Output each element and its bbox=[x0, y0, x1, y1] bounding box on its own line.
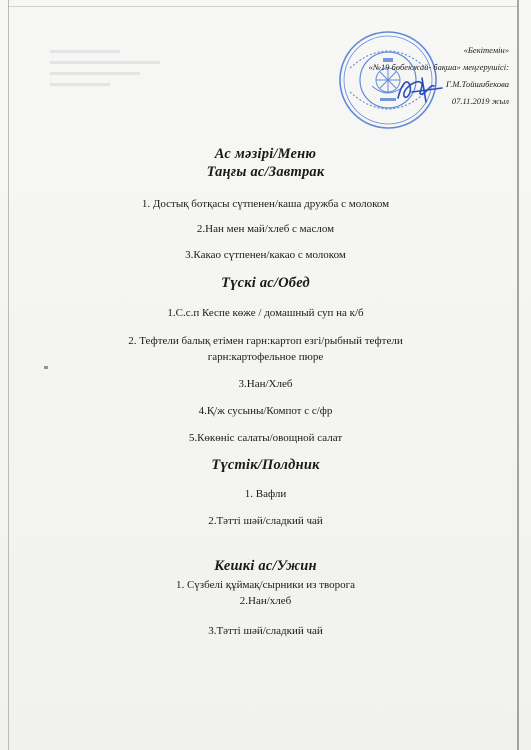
dinner-heading: Кешкі ас/Ужин bbox=[214, 558, 317, 574]
approval-position: «№19 бөбекжай- бақша» меңгерушісі: bbox=[368, 62, 509, 72]
menu-item: 1. Сүзбелі құймақ/сырники из творога bbox=[175, 579, 356, 591]
menu-item: 2.Тәтті шәй/сладкий чай bbox=[208, 515, 323, 527]
menu-item: 2.Нан мен май/хлеб с маслом bbox=[196, 223, 335, 235]
menu-item: 5.Көкөніс салаты/овощной салат bbox=[188, 432, 343, 444]
menu-item: 2. Тефтели балық етімен гарн:картоп езгі/рыбный тефтели bbox=[128, 335, 403, 347]
menu-item: 3.Какао сүтпенен/какао с молоком bbox=[185, 249, 346, 261]
snack-heading: Түстік/Полдник bbox=[211, 457, 320, 473]
menu-item: гарн:картофельное пюре bbox=[207, 351, 324, 363]
menu-item: 2.Нан/хлеб bbox=[239, 595, 292, 607]
page-edge-top bbox=[8, 6, 519, 7]
approval-title: «Бекітемін» bbox=[463, 45, 509, 55]
approval-block bbox=[369, 44, 509, 108]
menu-item: 3.Нан/Хлеб bbox=[238, 378, 293, 390]
menu-item: 1. Достық ботқасы сүтпенен/каша дружба с молоком bbox=[141, 198, 390, 210]
approval-date: 07.11.2019 жыл bbox=[451, 96, 509, 106]
lunch-heading: Түскі ас/Обед bbox=[221, 275, 310, 291]
menu-item: 1. Вафли bbox=[244, 488, 287, 500]
stray-mark bbox=[44, 366, 48, 369]
menu-title: Ас мәзірі/Меню bbox=[214, 146, 317, 162]
menu-item: 1.С.с.п Кеспе көже / домашный суп на к/б bbox=[167, 307, 364, 319]
menu-item: 3.Тәтті шәй/сладкий чай bbox=[208, 625, 323, 637]
bleed-through-block bbox=[50, 44, 170, 114]
approval-name: Г.М.Тойшибекова bbox=[446, 79, 509, 89]
breakfast-heading: Таңғы ас/Завтрак bbox=[206, 164, 325, 180]
menu-item: 4.Қ/ж сусыны/Компот с с/фр bbox=[198, 405, 333, 417]
